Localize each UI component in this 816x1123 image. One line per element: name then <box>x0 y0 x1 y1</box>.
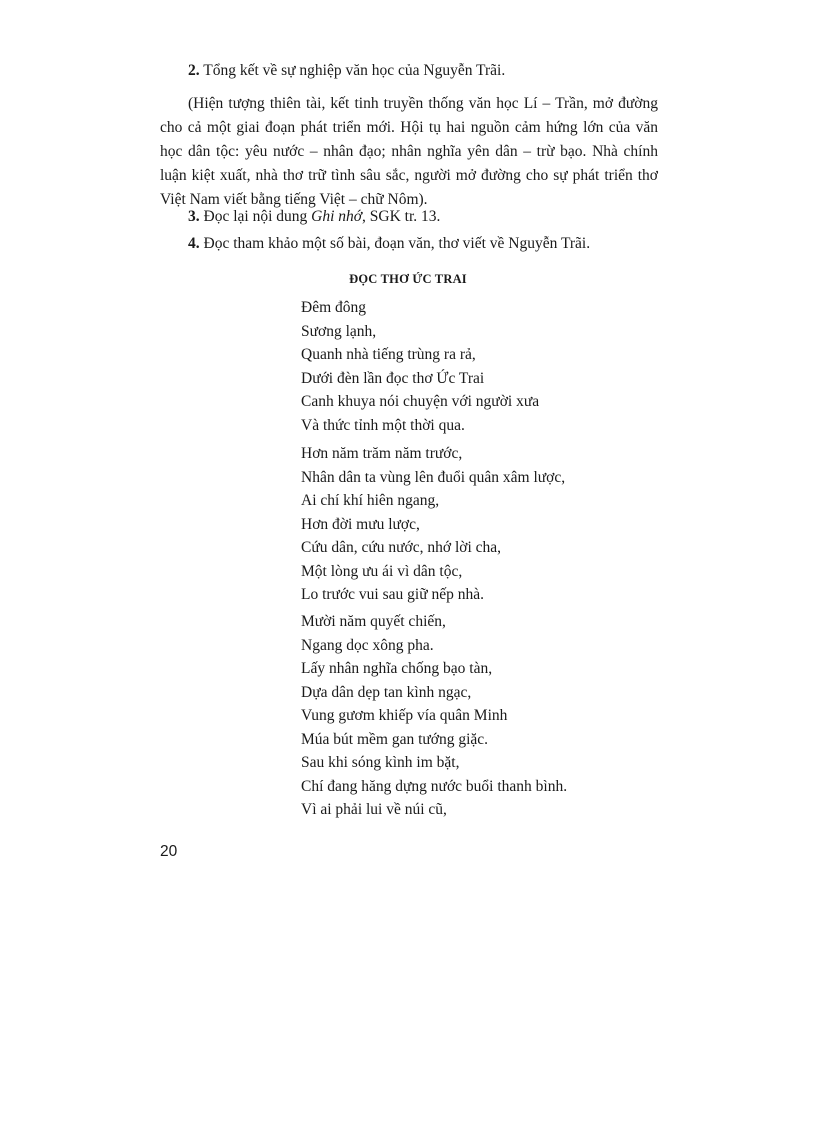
poem-stanza-3 <box>301 610 567 822</box>
poem-line: Nhân dân ta vùng lên đuổi quân xâm lược, <box>301 468 566 486</box>
poem-stanza-2 <box>301 442 565 607</box>
poem-line: Hơn năm trăm năm trước, <box>301 445 463 462</box>
item-text: , SGK tr. 13. <box>362 208 441 225</box>
poem-line: Sương lạnh, <box>301 322 377 340</box>
poem-line: Và thức tỉnh một thời qua. <box>301 416 465 434</box>
item-text: Đọc lại nội dung <box>199 208 312 225</box>
item-text: Đọc tham khảo một số bài, đoạn văn, thơ viết về Nguyễn Trãi. <box>199 235 591 252</box>
item-text-italic: Ghi nhớ <box>311 208 363 225</box>
poem-line: Lấy nhân nghĩa chống bạo tàn, <box>301 660 493 677</box>
page-number: 20 <box>160 843 178 860</box>
poem-line: Ai chí khí hiên ngang, <box>301 492 440 509</box>
poem-line: Dưới đèn lần đọc thơ Ức Trai <box>301 369 485 387</box>
poem-line: Quanh nhà tiếng trùng ra rả, <box>301 346 476 363</box>
poem-line: Vì ai phải lui về núi cũ, <box>301 801 447 818</box>
poem-line: Một lòng ưu ái vì dân tộc, <box>301 562 463 580</box>
item-number: 2. <box>188 62 200 79</box>
poem-line: Lo trước vui sau giữ nếp nhà. <box>301 586 484 603</box>
poem-line: Chí đang hăng dựng nước buổi thanh bình. <box>301 777 568 795</box>
poem-line: Cứu dân, cứu nước, nhớ lời cha, <box>301 539 502 556</box>
poem-line: Mười năm quyết chiến, <box>301 613 446 630</box>
poem-line: Vung gươm khiếp vía quân Minh <box>301 707 508 724</box>
summary-paragraph <box>160 92 658 212</box>
poem-line: Canh khuya nói chuyện với người xưa <box>301 393 540 410</box>
item-text: Tổng kết về sự nghiệp văn học của Nguyễn Trãi. <box>199 62 506 79</box>
poem-line: Hơn đời mưu lược, <box>301 515 420 533</box>
item-4 <box>160 232 658 256</box>
item-3 <box>160 205 658 229</box>
summary-text: (Hiện tượng thiên tài, kết tinh truyền thống văn học Lí – Trần, mở đường cho cả một giai đoạn phát triển mới. Hội tụ hai nguồn cảm hứng lớn của văn học dân tộc: yêu nước – nhân đạo; nhân nghĩa yên dân – trừ bạo. Nhà chính luận kiệt xuất, nhà thơ trữ tình sâu sắc, người mở đường cho sự phát triển thơ Việt Nam viết bằng tiếng Việt – chữ Nôm). <box>160 95 658 208</box>
poem-stanza-1 <box>301 296 539 437</box>
poem-line: Sau khi sóng kình im bặt, <box>301 754 460 771</box>
poem-line: Dựa dân dẹp tan kình ngạc, <box>301 683 472 701</box>
item-number: 3. <box>188 208 200 225</box>
poem-line: Đêm đông <box>301 299 367 316</box>
item-number: 4. <box>188 235 200 252</box>
item-2 <box>160 59 658 83</box>
poem-line: Múa bút mềm gan tướng giặc. <box>301 730 489 748</box>
poem-line: Ngang dọc xông pha. <box>301 636 434 654</box>
poem-title: ĐỌC THƠ ỨC TRAI <box>349 272 467 286</box>
